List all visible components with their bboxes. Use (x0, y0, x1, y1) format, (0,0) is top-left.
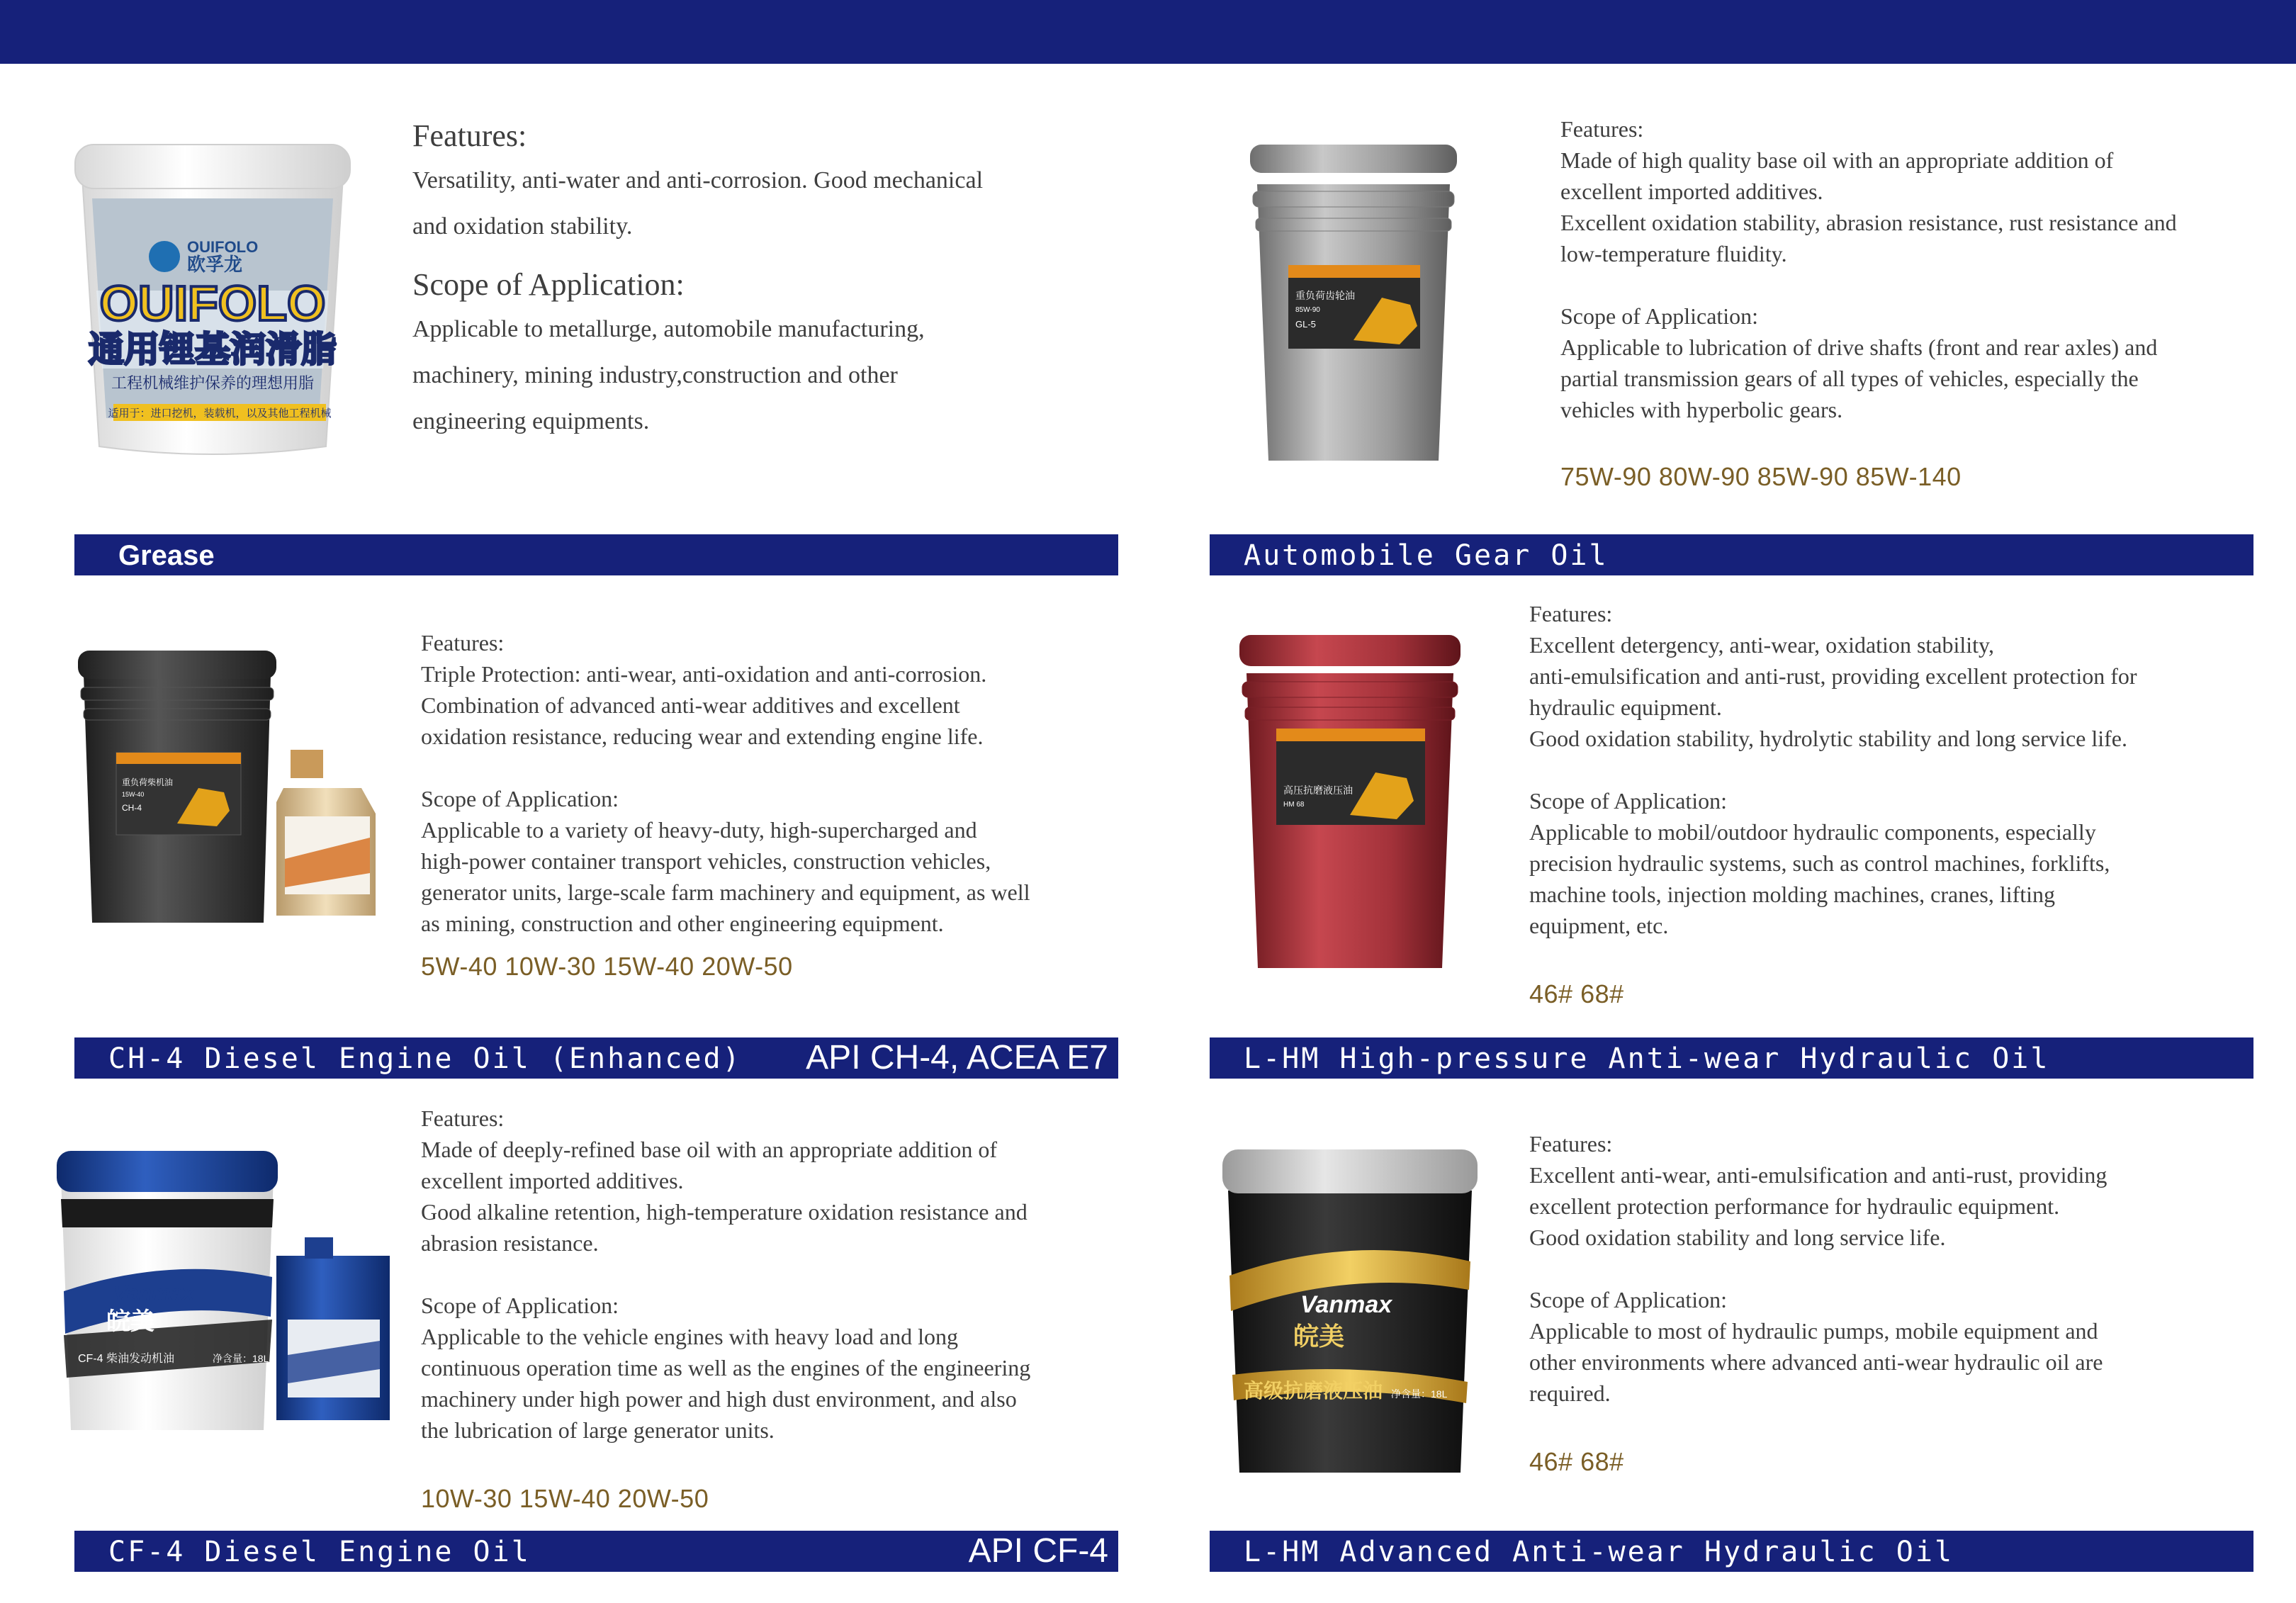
lhm-advanced-banner-title: L-HM Advanced Anti-wear Hydraulic Oil (1244, 1536, 1954, 1568)
lhm-advanced-features-heading: Features: (1529, 1131, 1613, 1157)
grease-scope-line: Applicable to metallurge, automobile manufacturing, (412, 316, 925, 342)
lhm-high-label-cn: 高压抗磨液压油 (1283, 784, 1353, 796)
lhm-high-scope-line: Applicable to mobil/outdoor hydraulic components, especially (1529, 819, 2096, 845)
cf4-scope-line: the lubrication of large generator units. (421, 1417, 775, 1443)
gear-oil-features-heading: Features: (1560, 116, 1644, 142)
ch4-scope-line: generator units, large-scale farm machinery and equipment, as well (421, 879, 1030, 905)
cf4-scope-line: machinery under high power and high dust environment, and also (421, 1386, 1017, 1412)
lhm-high-grades: 46# 68# (1529, 979, 1624, 1008)
gear-oil-scope-heading: Scope of Application: (1560, 303, 1759, 329)
gear-oil-description (1560, 113, 2177, 425)
gear-oil-scope-line: partial transmission gears of all types of vehicles, especially the (1560, 366, 2139, 391)
lhm-high-scope-line: equipment, etc. (1529, 913, 1669, 938)
grease-feature-line: and oxidation stability. (412, 213, 633, 240)
lhm-advanced-banner (1210, 1531, 2253, 1572)
gear-oil-banner-title: Automobile Gear Oil (1244, 539, 1609, 572)
lhm-high-feature-line: hydraulic equipment. (1529, 694, 1722, 720)
ch4-scope-line: Applicable to a variety of heavy-duty, high-supercharged and (421, 817, 977, 843)
ch4-scope-line: high-power container transport vehicles, construction vehicles, (421, 848, 991, 874)
ch4-description (421, 627, 1030, 939)
lhm-high-scope-line: precision hydraulic systems, such as control machines, forklifts, (1529, 850, 2110, 876)
cf4-description (421, 1103, 1030, 1446)
cf4-feature-line: abrasion resistance. (421, 1230, 599, 1256)
ch4-bucket-image (78, 646, 390, 923)
lhm-high-description (1529, 598, 2137, 941)
grease-description (412, 115, 983, 444)
lhm-advanced-grades: 46# 68# (1529, 1447, 1624, 1476)
lhm-high-features-heading: Features: (1529, 601, 1613, 626)
ch4-scope-heading: Scope of Application: (421, 786, 619, 811)
grease-bucket-image (71, 135, 354, 461)
lhm-advanced-description (1529, 1128, 2107, 1409)
lhm-high-scope-line: machine tools, injection molding machines, cranes, lifting (1529, 882, 2056, 907)
lhm-advanced-brand-logo: Vanmax (1300, 1291, 1392, 1318)
ch4-banner-title: CH-4 Diesel Engine Oil (Enhanced) (108, 1042, 742, 1075)
gear-oil-scope-line: Applicable to lubrication of drive shafts (front and rear axles) and (1560, 334, 2158, 360)
gear-oil-label-cn: 重负荷齿轮油 (1295, 290, 1355, 301)
cf4-scope-line: Applicable to the vehicle engines with heavy load and long (421, 1324, 958, 1349)
cf4-label-cn: CF-4 柴油发动机油 (78, 1353, 175, 1365)
lhm-advanced-scope-line: required. (1529, 1380, 1611, 1406)
cf4-banner-title: CF-4 Diesel Engine Oil (108, 1536, 531, 1568)
lhm-advanced-label-cn: 高级抗磨液压油 (1244, 1380, 1383, 1402)
lhm-advanced-brand-cn: 皖美 (1293, 1322, 1345, 1351)
gear-oil-feature-line: excellent imported additives. (1560, 179, 1823, 204)
cf4-scope-line: continuous operation time as well as the engines of the engineering (421, 1355, 1031, 1380)
cf4-feature-line: Made of deeply-refined base oil with an appropriate addition of (421, 1137, 998, 1162)
grease-brand-cn: 欧孚龙 (187, 254, 243, 275)
lhm-high-banner (1210, 1037, 2253, 1079)
grease-banner (74, 534, 1118, 575)
ch4-spec: API CH-4, ACEA E7 (806, 1039, 1108, 1076)
lhm-advanced-feature-line: Good oxidation stability and long service life. (1529, 1225, 1946, 1250)
gear-oil-feature-line: Made of high quality base oil with an appropriate addition of (1560, 147, 2114, 173)
ch4-scope-line: as mining, construction and other engineering equipment. (421, 911, 944, 936)
cf4-scope-heading: Scope of Application: (421, 1293, 619, 1318)
gear-oil-bucket-image (1247, 135, 1460, 468)
ch4-banner (74, 1037, 1118, 1079)
ch4-label-grade: 15W-40 (122, 791, 145, 798)
lhm-advanced-feature-line: excellent protection performance for hydraulic equipment. (1529, 1193, 2060, 1219)
cf4-feature-line: excellent imported additives. (421, 1168, 684, 1193)
lhm-high-feature-line: Excellent detergency, anti-wear, oxidation stability, (1529, 632, 1994, 658)
grease-feature-line: Versatility, anti-water and anti-corrosion. Good mechanical (412, 167, 984, 193)
grease-note-cn: 适用于：进口挖机，装载机，以及其他工程机械 (108, 407, 332, 420)
cf4-bucket-image (57, 1149, 397, 1433)
cf4-brand-cn: 皖美 (106, 1308, 154, 1335)
lhm-advanced-scope-line: Applicable to most of hydraulic pumps, mobile equipment and (1529, 1318, 2098, 1344)
lhm-advanced-scope-heading: Scope of Application: (1529, 1287, 1728, 1312)
ch4-features-heading: Features: (421, 630, 505, 656)
lhm-advanced-scope-line: other environments where advanced anti-wear hydraulic oil are (1529, 1349, 2103, 1375)
cf4-spec: API CF-4 (968, 1532, 1108, 1570)
ch4-feature-line: oxidation resistance, reducing wear and extending engine life. (421, 724, 984, 749)
top-color-band (0, 0, 2296, 64)
lhm-high-feature-line: anti-emulsification and anti-rust, providing excellent protection for (1529, 663, 2137, 689)
grease-logo-large: OUIFOLO (99, 276, 326, 331)
grease-banner-title: Grease (118, 540, 215, 571)
gear-oil-label-grade: 85W-90 (1295, 306, 1320, 314)
lhm-high-bucket-image (1237, 631, 1463, 971)
gear-oil-grades: 75W-90 80W-90 85W-90 85W-140 (1560, 462, 1962, 491)
cf4-feature-line: Good alkaline retention, high-temperature oxidation resistance and (421, 1199, 1028, 1225)
cf4-grades: 10W-30 15W-40 20W-50 (421, 1484, 709, 1513)
lhm-advanced-volume: 净含量：18L (1391, 1388, 1448, 1400)
lhm-high-label-grade: HM 68 (1283, 801, 1305, 809)
grease-product-cn: 通用锂基润滑脂 (89, 330, 337, 369)
gear-oil-label-class: GL-5 (1295, 319, 1316, 330)
lhm-high-scope-heading: Scope of Application: (1529, 788, 1728, 814)
gear-oil-feature-line: low-temperature fluidity. (1560, 241, 1787, 266)
cf4-banner (74, 1531, 1118, 1572)
lhm-high-banner-title: L-HM High-pressure Anti-wear Hydraulic Oil (1244, 1042, 2050, 1075)
lhm-advanced-bucket-image (1222, 1148, 1478, 1475)
grease-scope-line: engineering equipments. (412, 408, 650, 434)
gear-oil-banner (1210, 534, 2253, 575)
cf4-brand-logo: Vanmax (113, 1281, 194, 1305)
grease-features-heading: Features: (412, 118, 527, 153)
gear-oil-scope-line: vehicles with hyperbolic gears. (1560, 397, 1843, 422)
grease-brand-logo: OUIFOLO (187, 238, 259, 256)
grease-scope-line: machinery, mining industry,construction and other (412, 362, 898, 388)
grease-scope-heading: Scope of Application: (412, 267, 685, 302)
cf4-features-heading: Features: (421, 1106, 505, 1131)
grease-sub-cn: 工程机械维护保养的理想用脂 (111, 374, 315, 392)
lhm-advanced-feature-line: Excellent anti-wear, anti-emulsification and anti-rust, providing (1529, 1162, 2108, 1188)
ch4-label-cn: 重负荷柴机油 (122, 777, 174, 787)
ch4-feature-line: Combination of advanced anti-wear additives and excellent (421, 692, 960, 718)
gear-oil-feature-line: Excellent oxidation stability, abrasion resistance, rust resistance and (1560, 210, 2177, 235)
ch4-grades: 5W-40 10W-30 15W-40 20W-50 (421, 952, 793, 981)
ch4-label-class: CH-4 (122, 803, 142, 813)
cf4-volume: 净含量：18L (213, 1353, 269, 1364)
lhm-high-feature-line: Good oxidation stability, hydrolytic stability and long service life. (1529, 726, 2127, 751)
ch4-feature-line: Triple Protection: anti-wear, anti-oxidation and anti-corrosion. (421, 661, 987, 687)
